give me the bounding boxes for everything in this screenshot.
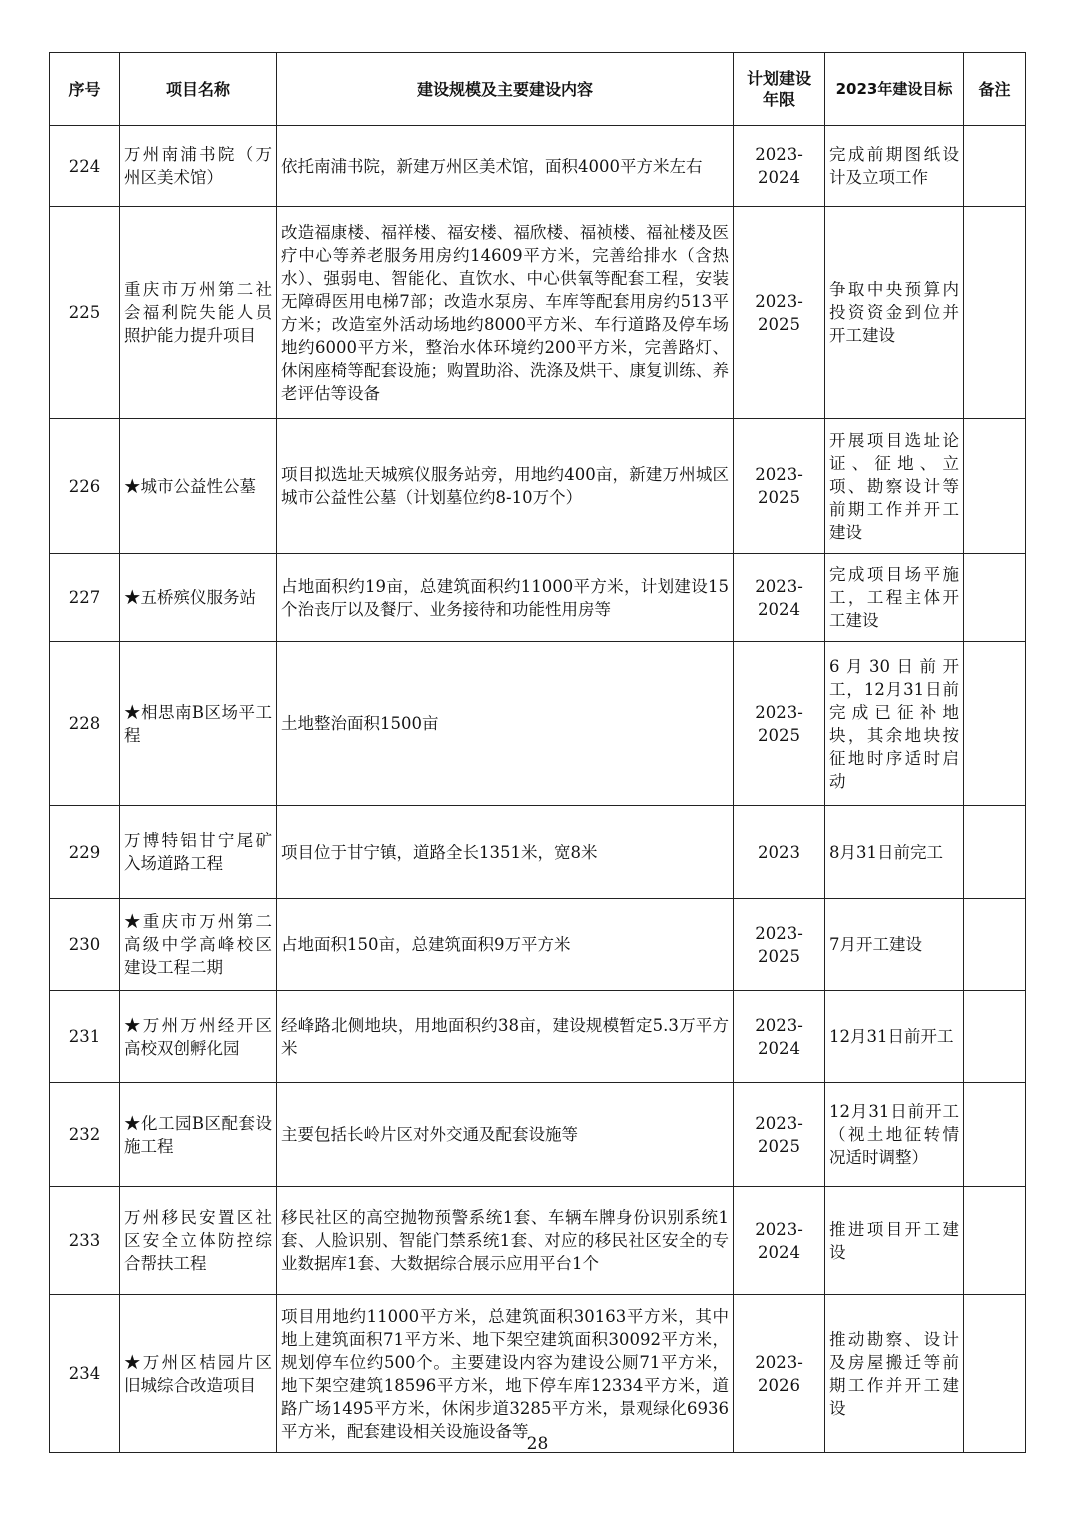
cell-content: 占地面积150亩，总建筑面积9万平方米 (277, 899, 734, 991)
cell-content: 土地整治面积1500亩 (277, 642, 734, 806)
table-row (50, 899, 1026, 991)
table-row (50, 1295, 1026, 1453)
cell-content: 项目拟选址天城殡仪服务站旁，用地约400亩，新建万州城区城市公益性公墓（计划墓位约8-10万个） (277, 419, 734, 554)
cell-name: 万博特铝甘宁尾矿入场道路工程 (120, 806, 277, 899)
cell-period: 2023-2025 (734, 642, 825, 806)
cell-remark (964, 806, 1026, 899)
table-row (50, 806, 1026, 899)
cell-target: 争取中央预算内投资资金到位并开工建设 (825, 207, 964, 419)
cell-seq: 231 (50, 991, 120, 1083)
cell-period: 2023-2025 (734, 419, 825, 554)
table-row (50, 642, 1026, 806)
cell-remark (964, 126, 1026, 207)
cell-seq: 233 (50, 1187, 120, 1295)
cell-target: 完成前期图纸设计及立项工作 (825, 126, 964, 207)
cell-seq: 229 (50, 806, 120, 899)
header-name: 项目名称 (120, 53, 277, 126)
cell-content: 项目位于甘宁镇，道路全长1351米，宽8米 (277, 806, 734, 899)
table-row (50, 1083, 1026, 1187)
header-seq: 序号 (50, 53, 120, 126)
cell-remark (964, 419, 1026, 554)
table-row (50, 991, 1026, 1083)
cell-target: 完成项目场平施工，工程主体开工建设 (825, 554, 964, 642)
cell-target: 8月31日前完工 (825, 806, 964, 899)
cell-remark (964, 991, 1026, 1083)
cell-remark (964, 1295, 1026, 1453)
table-row (50, 207, 1026, 419)
cell-period: 2023-2026 (734, 1295, 825, 1453)
header-period-line2: 年限 (762, 90, 795, 109)
cell-name: ★化工园B区配套设施工程 (120, 1083, 277, 1187)
cell-remark (964, 1187, 1026, 1295)
cell-name: ★城市公益性公墓 (120, 419, 277, 554)
cell-name: 重庆市万州第二社会福利院失能人员照护能力提升项目 (120, 207, 277, 419)
cell-period: 2023-2024 (734, 1187, 825, 1295)
cell-target: 开展项目选址论证、征地、立项、勘察设计等前期工作并开工建设 (825, 419, 964, 554)
cell-name: ★五桥殡仪服务站 (120, 554, 277, 642)
cell-seq: 228 (50, 642, 120, 806)
cell-content: 依托南浦书院，新建万州区美术馆，面积4000平方米左右 (277, 126, 734, 207)
cell-name: ★万州区桔园片区旧城综合改造项目 (120, 1295, 277, 1453)
header-content: 建设规模及主要建设内容 (277, 53, 734, 126)
table-row (50, 1187, 1026, 1295)
cell-seq: 230 (50, 899, 120, 991)
table-row (50, 419, 1026, 554)
cell-remark (964, 899, 1026, 991)
cell-content: 改造福康楼、福祥楼、福安楼、福欣楼、福祯楼、福祉楼及医疗中心等养老服务用房约14609平方米，完善给排水（含热水）、强弱电、智能化、直饮水、中心供氧等配套工程，安装无障碍医用电梯7部；改造水泵房、车库等配套用房约513平方米；改造室外活动场地约8000平方米、车行道路及停车场地约6000平方米，整治水体环境约200平方米，完善路灯、休闲座椅等配套设施；购置助浴、洗涤及烘干、康复训练、养老评估等设备 (277, 207, 734, 419)
cell-period: 2023-2024 (734, 554, 825, 642)
cell-period: 2023-2025 (734, 899, 825, 991)
header-period (734, 53, 825, 126)
cell-seq: 227 (50, 554, 120, 642)
cell-target: 6月30日前开工，12月31日前完成已征补地块，其余地块按征地时序适时启动 (825, 642, 964, 806)
cell-period: 2023-2025 (734, 1083, 825, 1187)
table-header-row (50, 53, 1026, 126)
header-period-line1: 计划建设 (746, 69, 811, 88)
cell-remark (964, 207, 1026, 419)
cell-remark (964, 1083, 1026, 1187)
cell-target: 7月开工建设 (825, 899, 964, 991)
cell-period: 2023-2024 (734, 126, 825, 207)
cell-target: 推动勘察、设计及房屋搬迁等前期工作并开工建设 (825, 1295, 964, 1453)
cell-seq: 234 (50, 1295, 120, 1453)
page-number: 28 (526, 1434, 549, 1454)
cell-target: 推进项目开工建设 (825, 1187, 964, 1295)
cell-name: ★相思南B区场平工程 (120, 642, 277, 806)
header-target: 2023年建设目标 (825, 53, 964, 126)
cell-name: 万州南浦书院（万州区美术馆） (120, 126, 277, 207)
cell-name: ★万州万州经开区高校双创孵化园 (120, 991, 277, 1083)
cell-seq: 226 (50, 419, 120, 554)
cell-remark (964, 554, 1026, 642)
cell-seq: 225 (50, 207, 120, 419)
cell-remark (964, 642, 1026, 806)
cell-seq: 224 (50, 126, 120, 207)
cell-content: 占地面积约19亩，总建筑面积约11000平方米，计划建设15个治丧厅以及餐厅、业务接待和功能性用房等 (277, 554, 734, 642)
cell-name: 万州移民安置区社区安全立体防控综合帮扶工程 (120, 1187, 277, 1295)
cell-period: 2023-2025 (734, 207, 825, 419)
cell-period: 2023-2024 (734, 991, 825, 1083)
cell-content: 主要包括长岭片区对外交通及配套设施等 (277, 1083, 734, 1187)
table-row (50, 554, 1026, 642)
cell-target: 12月31日前开工 (825, 991, 964, 1083)
cell-content: 项目用地约11000平方米，总建筑面积30163平方米，其中地上建筑面积71平方米、地下架空建筑面积30092平方米，规划停车位约500个。主要建设内容为建设公厕71平方米，地下架空建筑18596平方米，地下停车库12334平方米，道路广场1495平方米，休闲步道3285平方米，景观绿化6936平方米，配套建设相关设施设备等 (277, 1295, 734, 1453)
cell-content: 经峰路北侧地块，用地面积约38亩，建设规模暂定5.3万平方米 (277, 991, 734, 1083)
cell-name: ★重庆市万州第二高级中学高峰校区建设工程二期 (120, 899, 277, 991)
cell-seq: 232 (50, 1083, 120, 1187)
table-row (50, 126, 1026, 207)
header-remark: 备注 (964, 53, 1026, 126)
cell-target: 12月31日前开工（视土地征转情况适时调整） (825, 1083, 964, 1187)
cell-content: 移民社区的高空抛物预警系统1套、车辆车牌身份识别系统1套、人脸识别、智能门禁系统1套、对应的移民社区安全的专业数据库1套、大数据综合展示应用平台1个 (277, 1187, 734, 1295)
cell-period: 2023 (734, 806, 825, 899)
project-plan-table (49, 52, 1026, 1453)
